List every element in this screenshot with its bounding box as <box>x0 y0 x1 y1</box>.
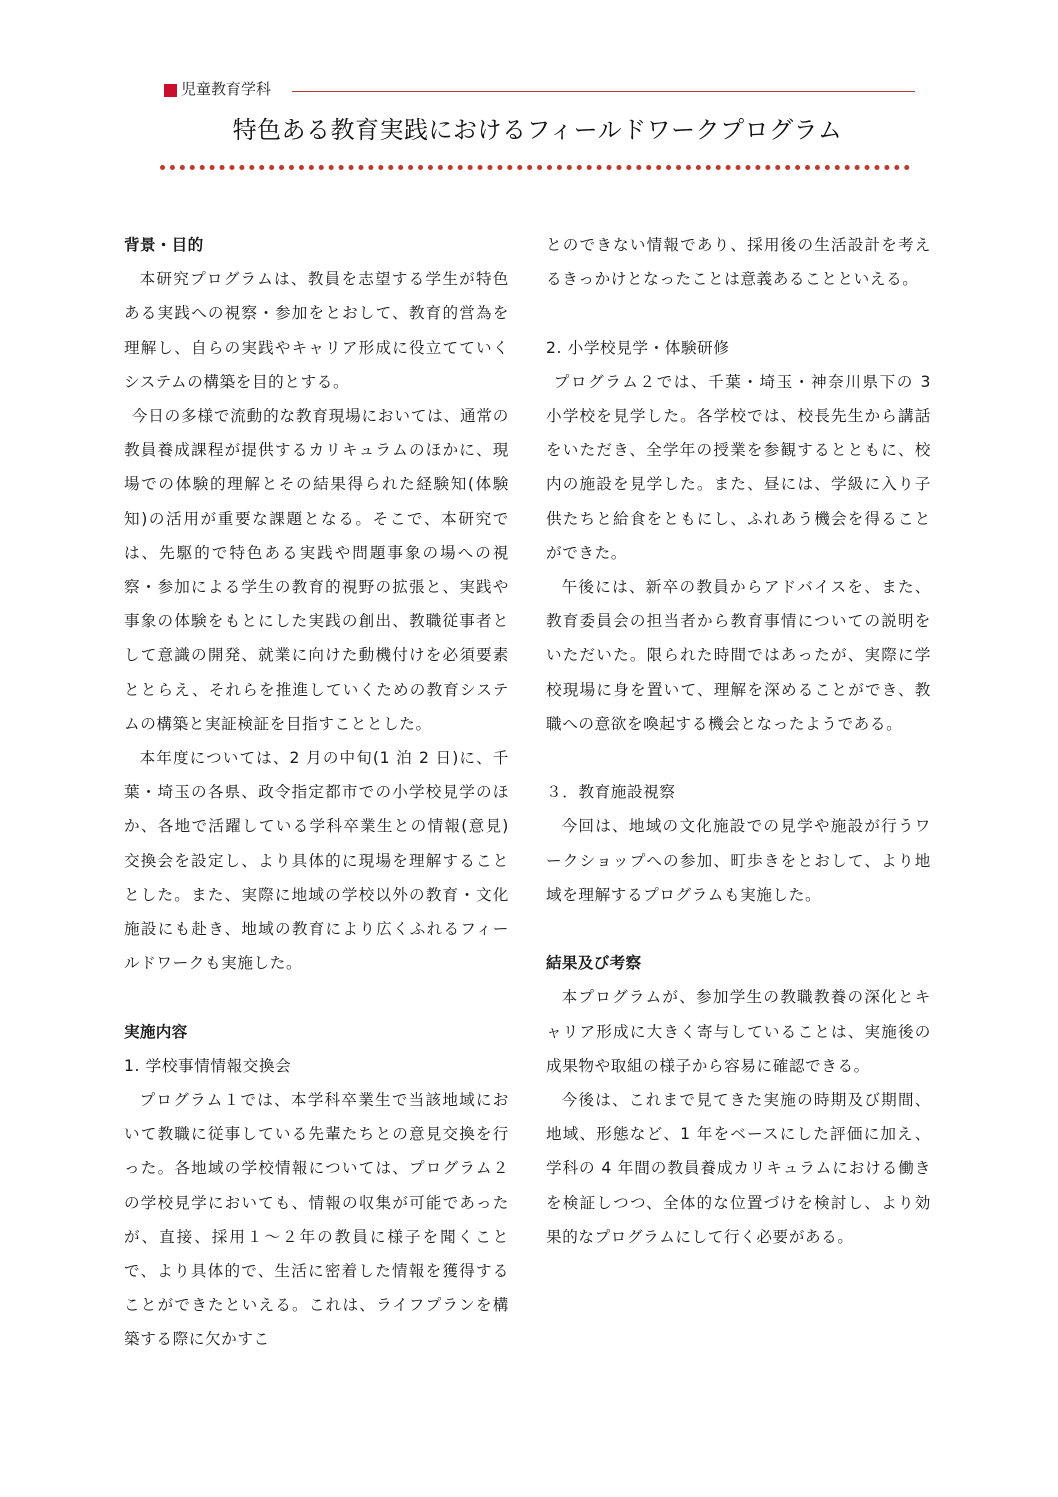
background-paragraph-1: 本研究プログラムは、教員を志望する学生が特色ある実践への視察・参加をとおして、教育的営為を理解し、自らの実践やキャリア形成に役立てていくシステムの構築を目的とする。 <box>124 270 509 391</box>
results-paragraph-2: 今後は、これまで見てきた実施の時期及び期間、地域、形態など、1 年をベースにした評価に加え、学科の 4 年間の教員養成カリキュラムにおける働きを検証しつつ、全体的な位置づけを検討し、より効果的なプログラムにして行く必要がある。 <box>546 1091 931 1246</box>
subsection-2-heading: 2. 小学校見学・体験研修 <box>546 338 730 357</box>
page-title: 特色ある教育実践におけるフィールドワークプログラム <box>232 116 843 144</box>
implementation-heading: 実施内容 <box>124 1022 188 1041</box>
page-header <box>160 78 915 108</box>
background-heading: 背景・目的 <box>124 236 204 254</box>
title-dotted-divider <box>160 165 910 170</box>
subsection-3-heading: ３．教育施設視察 <box>546 783 676 802</box>
subsection-1-heading: 1. 学校事情情報交換会 <box>124 1056 292 1075</box>
square-bullet-icon <box>164 84 177 97</box>
subsection-2-paragraph-2: 午後には、新卒の教員からアドバイスを、また、教育委員会の担当者から教育事情についての説明をいただいた。限られた時間ではあったが、実際に学校現場に身を置いて、理解を深めることができ、教職への意欲を喚起する機会となったようである。 <box>546 578 931 733</box>
background-paragraph-2: 今日の多様で流動的な教育現場においては、通常の教員養成課程が提供するカリキュラムのほかに、現場での体験的理解とその結果得られた経験知(体験知)の活用が重要な課題となる。そこで、本研究では、先駆的で特色ある実践や問題事象の場への視察・参加による学生の教育的視野の拡張と、実践や事象の体験をもとにした実践の創出、教職従事者として意識の開発、就業に向けた動機付けを必須要素ととらえ、それらを推進していくための教育システムの構築と実証検証を目指すこととした。 <box>124 407 509 733</box>
background-paragraph-3: 本年度については、2 月の中旬(1 泊 2 日)に、千葉・埼玉の各県、政令指定都市での小学校見学のほか、各地で活躍している学科卒業生との情報(意見)交換会を設定し、より具体的に現場を理解することとした。また、実際に地域の学校以外の教育・文化施設にも赴き、地域の教育により広くふれるフィールドワークも実施した。 <box>124 749 509 973</box>
left-column <box>124 228 509 1357</box>
subsection-1-paragraph: プログラム１では、本学科卒業生で当該地域において教職に従事している先輩たちとの意見交換を行った。各地域の学校情報については、プログラム２の学校見学においても、情報の収集が可能であったが、直接、採用１～２年の教員に様子を聞くことで、より具体的で、生活に密着した情報を獲得することができたといえる。これは、ライフプランを構築する際に欠かすこ <box>124 1091 509 1349</box>
header-rule <box>292 91 915 92</box>
subsection-2-paragraph-1: プログラム２では、千葉・埼玉・神奈川県下の 3 小学校を見学した。各学校では、校長先生から講話をいただき、全学年の授業を参観するとともに、校内の施設を見学した。また、昼には、学級に入り子供たちと給食をともにし、ふれあう機会を得ることができた。 <box>546 372 931 562</box>
right-column <box>546 228 931 1254</box>
subsection-1-continued: とのできない情報であり、採用後の生活設計を考えるきっかけとなったことは意義あることといえる。 <box>546 236 931 289</box>
results-heading: 結果及び考察 <box>546 954 642 973</box>
subsection-3-paragraph: 今回は、地域の文化施設での見学や施設が行うワークショップへの参加、町歩きをとおして、より地域を理解するプログラムも実施した。 <box>546 817 931 904</box>
results-paragraph-1: 本プログラムが、参加学生の教職教養の深化とキャリア形成に大きく寄与していることは、実施後の成果物や取組の様子から容易に確認できる。 <box>546 988 931 1075</box>
department-label: 児童教育学科 <box>181 80 272 98</box>
